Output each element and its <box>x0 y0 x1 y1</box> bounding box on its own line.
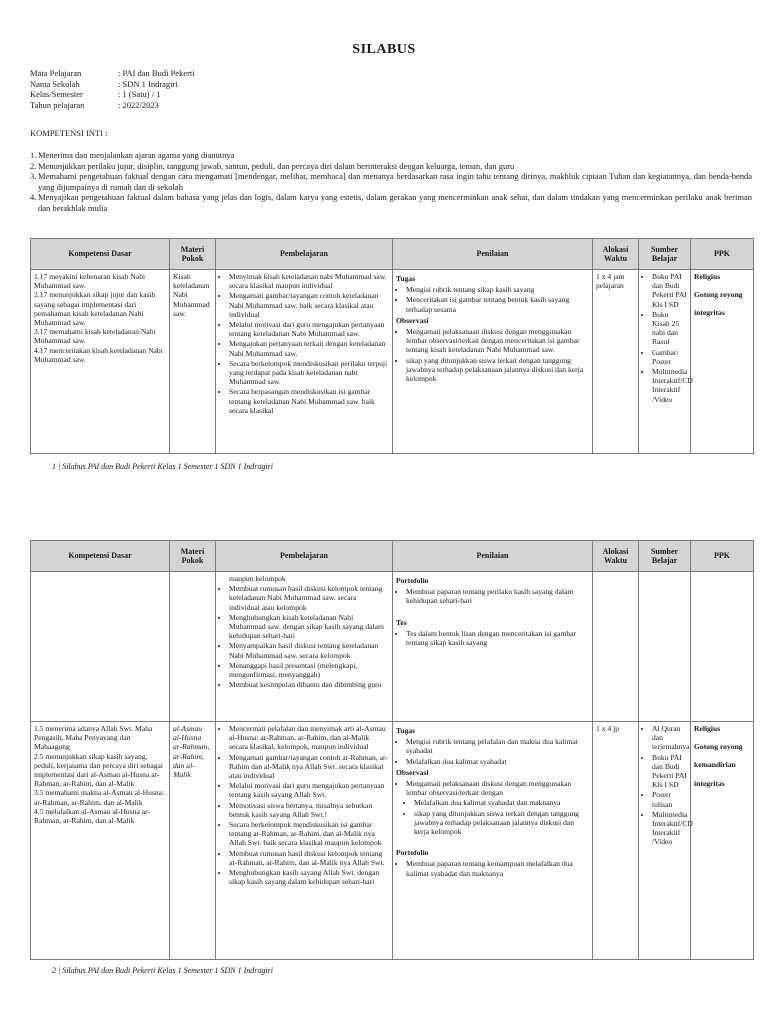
ki-number: 2. <box>30 160 37 171</box>
materi-cell: al-Asmau al-Husna ar-Rahman, ar-Rahim, dan al-Malik <box>170 722 216 960</box>
meta-value: : 1 (Satu) / 1 <box>118 89 161 99</box>
penilaian-label: Portofolio <box>396 576 429 585</box>
page-title: SILABUS <box>352 42 416 57</box>
ki-number: 3. <box>30 171 37 181</box>
pembelajaran-cell <box>216 722 393 960</box>
alokasi-cell: 1 x 4 jp <box>593 722 639 960</box>
kd-item: 1.17 meyakini kebenaran kisah Nabi Muhammad saw. <box>34 272 146 291</box>
sumber-cell <box>639 722 691 960</box>
materi-cell: Kisah keteladanan Nabi Muhammad saw. <box>170 270 216 454</box>
kd-item: 4.17 menceritakan kisah keteladanan Nabi Muhammad saw. <box>34 345 163 364</box>
list-item: • Memotivasi siswa bertanya, misalnya sebutkan bentuk kasih sayang Allah Swt.! <box>229 801 389 819</box>
ki-text: Menunjukkan perilaku jujur, disiplin, tanggung jawab, santun, peduli, dan percaya diri dalam berinteraksi dengan keluarga, teman, dan guru <box>38 160 515 171</box>
list-item: • Menanggapi hasil presentasi (melengkapi, mengonfirmasi, menyanggah) <box>229 661 389 679</box>
ppk-item: Gotong royong <box>694 290 743 300</box>
kd-item: 2.5 menunjukkan sikap kasih sayang, peduli, kerjasama dan percaya diri sebagai implementasi dari al-Asmau al-Husna ar-Rahman, ar-Rahim, dan al-Malik <box>34 751 164 789</box>
list-item: • Menyampaikan hasil diskusi tentang keteladanan Nabi Muhammad saw. secara kelompok <box>229 641 389 659</box>
list-item: • Mengamati pelaksanaan diskusi dengan menggunakan lembar observasi/terkait dengan <box>406 779 589 797</box>
ppk-item: Religius <box>694 724 721 733</box>
ki-item <box>30 150 752 161</box>
ppk-item: Gotong royong <box>694 742 743 752</box>
header-penilaian: Penilaian <box>393 239 593 270</box>
list-item: • Membuat paparan tentang kemampuan melafalkan dua kalimat syahadat dan maknanya <box>406 859 589 877</box>
sumber-cell <box>639 270 691 454</box>
ppk-item: integritas <box>694 778 725 788</box>
list-item: • Secara berkelompok mendiskusikan perilaku terpuji yang terdapat pada kisah keteladanan nabi Muhammad saw. <box>229 359 389 387</box>
header-materi: Materi Pokok <box>170 541 216 572</box>
list-item: • Melalui motivasi dari guru mengajukan pertanyaan tentang keteladanan Nabi Muhammad saw. <box>229 320 389 338</box>
penilaian-label: Tugas <box>396 726 416 735</box>
table-header-row <box>31 239 754 270</box>
pembelajaran-cell <box>216 270 393 454</box>
list-item: • Menceritakan isi gambar tentang bentuk kasih sayang terhadap sesama <box>406 295 589 313</box>
ppk-item: Religius <box>694 272 721 281</box>
penilaian-label: Observasi <box>396 315 429 325</box>
list-item: • Tes dalam bentuk lisan dengan menceritakan isi gambar tentang sikap kasih sayang <box>406 629 589 647</box>
table-row <box>31 722 754 960</box>
ppk-item: integritas <box>694 308 725 318</box>
list-item: • Melafalkan dua kalimat syahadat dan maknanya <box>414 798 589 807</box>
ki-list <box>30 150 752 213</box>
kd-item: 3.5 memahami makna al-Asmau al-Husna: ar-Rahman, ar-Rahim, dan al-Malik <box>34 788 165 807</box>
list-item: • Mengamati gambar/tayangan contoh ar-Rahman, ar-Rahim dan al-Malik nya Allah Swt. secara klasikal atau individual <box>229 753 389 781</box>
header-alokasi: Alokasi Waktu <box>593 239 639 270</box>
kd-cell <box>31 722 170 960</box>
page-footer: 2 | Silabus PAI dan Budi Pekerti Kelas 1 Semester 1 SDN 1 Indragiri <box>52 966 273 975</box>
meta-key: Nama Sekolah <box>30 78 80 89</box>
sumber-cell <box>639 572 691 722</box>
header-sumber: Sumber Belajar <box>639 541 691 572</box>
list-item: • Multimedia Interaktif/CD Interaktif /Video <box>652 367 687 404</box>
kd-cell <box>31 270 170 454</box>
silabus-table-2 <box>30 540 754 960</box>
ki-text: Menerima dan menjalankan ajaran agama yang dianutnya <box>38 150 235 160</box>
alokasi-cell: 1 x 4 jam pelajaran <box>593 270 639 454</box>
kd-item: 2.17 menunjukkan sikap jujur dan kasih sayang sebagai implementasi dari pemahaman kisah keteladanan Nabi Muhammad saw. <box>34 290 156 328</box>
header-ppk: PPK <box>691 541 754 572</box>
materi-cell <box>170 572 216 722</box>
header-sumber: Sumber Belajar <box>639 239 691 270</box>
ki-number: 1. <box>30 150 37 160</box>
penilaian-cell <box>393 722 593 960</box>
list-item: • Membuat rumusan hasil diskusi kelompok tentang ar-Rahman, ar-Rahim, dan al-Malik nya Allah Swt. <box>229 849 389 867</box>
kd-item: 4.5 melafalkan al-Asmau al-Husna ar-Rahman, ar-Rahim, dan al-Malik <box>34 806 151 826</box>
ki-heading: KOMPETENSI INTI : <box>30 128 108 138</box>
list-item: • Al Quran dan terjemahnya <box>652 724 687 752</box>
ki-item <box>30 161 752 172</box>
header-ppk: PPK <box>691 239 754 270</box>
meta-key: Mata Pelajaran <box>30 68 82 78</box>
kd-item: 3.17 memahami kisah keteladanan Nabi Muhammad saw. <box>34 327 156 346</box>
list-item: • sikap yang ditunjukkan siswa terkait dengan tanggung jawabnya terhadap pelaksanaan jalannya diskusi dan kerja kelompok <box>414 809 589 837</box>
list-item: • Poster tulisan <box>652 790 687 808</box>
list-item: • Melalui motivasi dari guru mengajukan pertanyaan tentang kasih sayang Allah Swt. <box>229 781 389 799</box>
list-item: • Multimedia Interaktif/CD Interaktif /Video <box>652 810 687 847</box>
table-row <box>31 572 754 722</box>
kd-cell <box>31 572 170 722</box>
list-item: • sikap yang ditunjukkan siswa terkait dengan tanggung jawabnya terhadap pelaksanaan jalannya diskusi dan kerja kelompok <box>406 356 589 384</box>
ki-text: Memahami pengetahuan faktual dengan cara mengamati [mendengar, melihat, membaca] dan menanya berdasarkan rasa ingin tahu tentang dirinya, makhluk ciptaan Tuhan dan kegiatannya, dan benda-benda yang dijumpainya di rumah dan di sekolah <box>38 171 752 192</box>
penilaian-label: Portofolio <box>396 848 429 858</box>
ppk-cell <box>691 270 754 454</box>
list-item: • Secara berpasangan mendiskusikan isi gambar tentang keteladanan Nabi Muhammad saw. baik secara klasikal <box>229 387 389 415</box>
table-row <box>31 270 754 454</box>
list-item: maupun kelompok <box>229 574 286 583</box>
meta-value: : 2022/2023 <box>118 99 159 110</box>
list-item: • Mengamati pelaksanaan diskusi dengan menggunakan lembar observasi/terkait dengan menceritakan isi gambar tentang kisah keteladanan Nabi Muhammad saw. <box>406 327 589 355</box>
ppk-cell <box>691 572 754 722</box>
list-item: • Mengisi rubrik tentang pelafalan dan makna dua kalimat syahadat <box>406 737 589 755</box>
table-header-row <box>31 541 754 572</box>
meta-value: : SDN 1 Indragiri <box>118 78 178 89</box>
pembelajaran-cell <box>216 572 393 722</box>
kd-item: 1.5 menerima adanya Allah Swt. Maha Pengasih, Maha Penyayang dan Mahaagung <box>34 724 153 752</box>
ppk-item: kemandirian <box>694 760 736 770</box>
ki-text: Menyajikan pengetahuan faktual dalam bahasa yang jelas dan logis, dalam karya yang estetis, dalam gerakan yang mencerminkan anak sehat, dan dalam tindakan yang mencerminkan perilaku anak beriman dan berakhlak mulia <box>38 192 752 213</box>
list-item: • Mengisi rubrik tentang sikap kasih sayang <box>406 285 589 294</box>
list-item: • Mengajukan pertanyaan terkait dengan keteladanan Nabi Muhammad saw. <box>229 339 389 357</box>
penilaian-cell <box>393 572 593 722</box>
ki-item <box>30 192 752 213</box>
list-item: • Menghubungkan kasih sayang Allah Swt. dengan sikap kasih sayang dalam kehidupan sehari-hari <box>229 868 389 886</box>
silabus-table-1 <box>30 238 754 454</box>
penilaian-label: Tugas <box>396 274 416 283</box>
list-item: • Membuat rumusan hasil diskusi kelompok tentang keteladanan Nabi Muhammad saw. secara individual atau kelompok <box>229 584 389 612</box>
header-penilaian: Penilaian <box>393 541 593 572</box>
header-kd: Kompetensi Dasar <box>31 239 170 270</box>
list-item: • Gambar/ Poster <box>652 348 687 366</box>
ki-item <box>30 171 752 192</box>
header-alokasi: Alokasi Waktu <box>593 541 639 572</box>
header-pembelajaran: Pembelajaran <box>216 541 393 572</box>
list-item: • Membuat kesimpulan dibantu dan dibimbing guru <box>229 680 389 689</box>
header-materi: Materi Pokok <box>170 239 216 270</box>
list-item: • Secara berkelompok mendiskusikan isi gambar tentang ar-Rahman, ar-Rahim, dan al-Malik nya Allah Swt. baik secara klasikal maupun kelompok <box>229 820 389 848</box>
penilaian-label: Observasi <box>396 767 429 777</box>
meta-key: Tahun pelajaran <box>30 99 85 110</box>
page-footer: 1 | Silabus PAI dan Budi Pekerti Kelas 1 Semester 1 SDN 1 Indragiri <box>52 462 273 471</box>
ppk-cell <box>691 722 754 960</box>
list-item: • Buku PAI dan Budi Pekerti PAI Kls I SD <box>652 753 687 790</box>
ki-number: 4. <box>30 192 37 202</box>
meta-value: : PAI dan Budi Pekerti <box>118 68 195 78</box>
header-kd: Kompetensi Dasar <box>31 541 170 572</box>
list-item: • Menghubungkan kisah keteladanan Nabi Muhammad saw. dengan sikap kasih sayang dalam kehidupan sehari-hari <box>229 613 389 641</box>
penilaian-label: Tes <box>396 617 407 627</box>
list-item: • Mencermati pelafalan dan menyimak arti al-Asmau al-Husna: ar-Rahman, ar-Rahim, dan al-Malik secara klasikal, kelompok, maupun individual <box>229 724 389 752</box>
list-item: • Buku PAI dan Budi Pekerti PAI Kls I SD <box>652 272 687 309</box>
list-item: • Menyimak kisah keteladanan nabi Muhammad saw. secara klasikal maupun individual <box>229 272 389 290</box>
meta-key: Kelas/Semester <box>30 89 83 99</box>
alokasi-cell <box>593 572 639 722</box>
list-item: • Melafalkan dua kalimat syahadat <box>406 757 589 766</box>
list-item: • Mengamati gambar/tayangan contoh keteladanan Nabi Muhammad saw. baik secara klasikal atau individual <box>229 291 389 319</box>
penilaian-cell <box>393 270 593 454</box>
document-meta <box>30 68 195 110</box>
list-item: • Membuat paparan tentang perilaku kasih sayang dalam kehidupan sehari-hari <box>406 587 589 605</box>
header-pembelajaran: Pembelajaran <box>216 239 393 270</box>
list-item: • Buku Kisah 25 nabi dan Rasul <box>652 310 687 347</box>
